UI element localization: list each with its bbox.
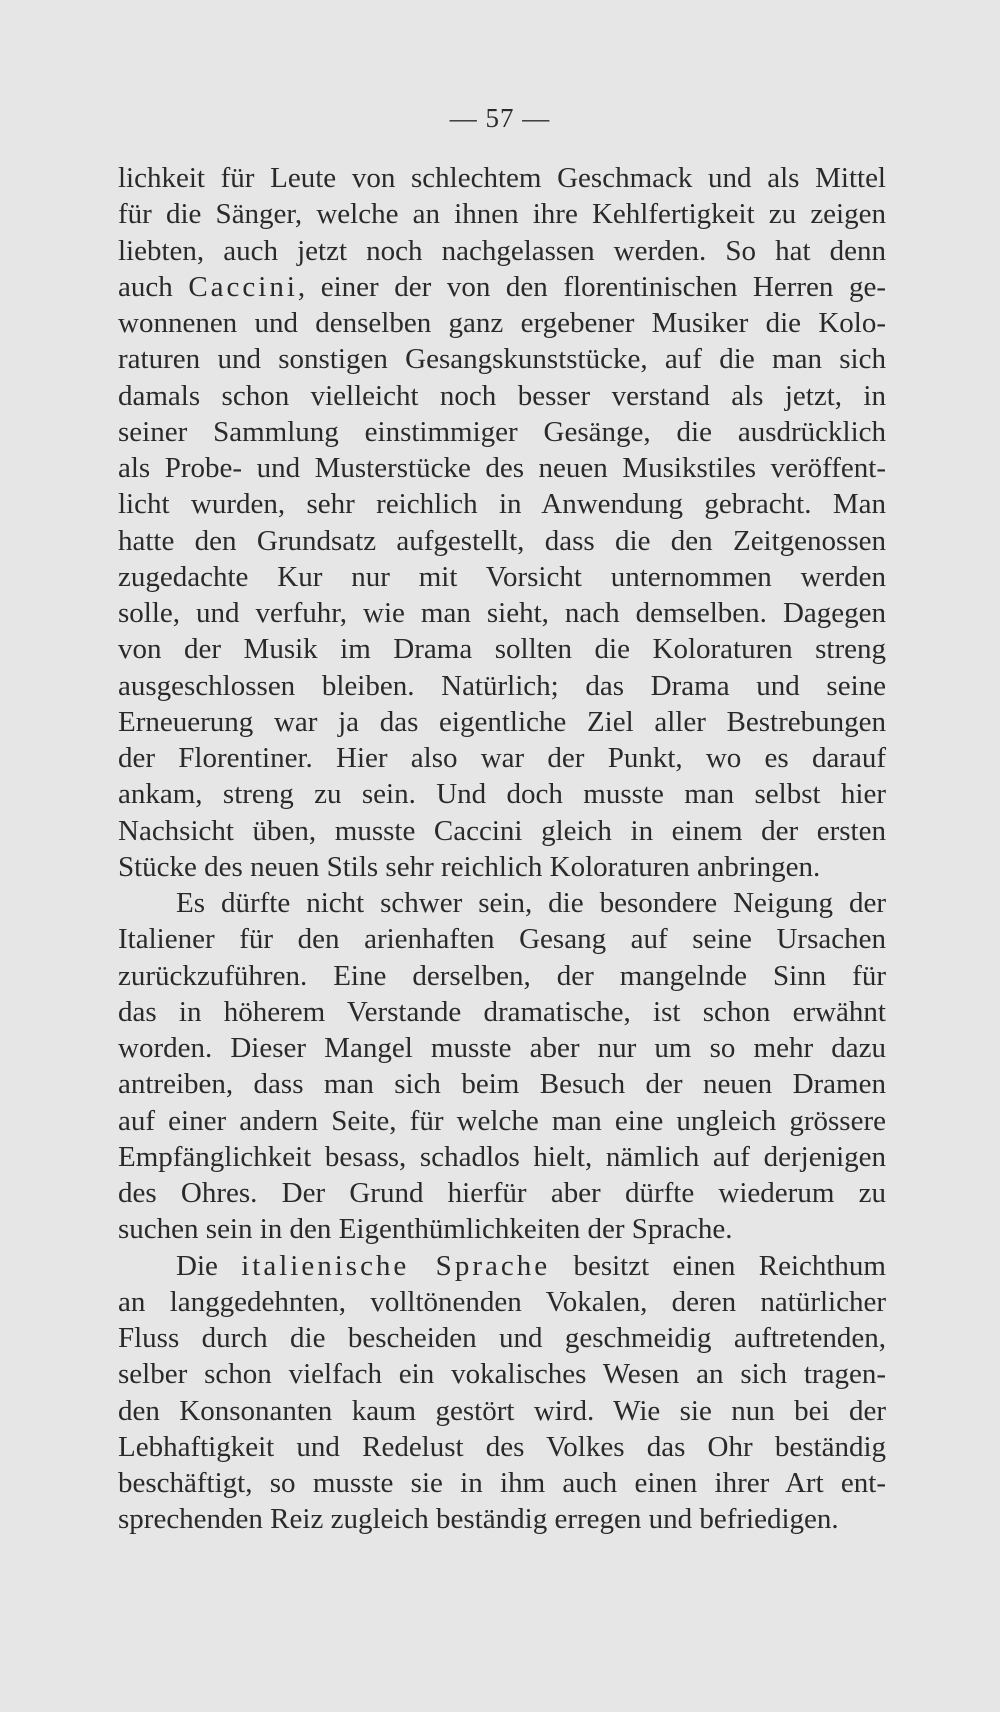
text-segment: , einer der von den florentinischen Herren ge- [297, 270, 886, 303]
text-line: solle, und verfuhr, wie man sieht, nach demselben. Dagegen [118, 597, 886, 629]
text-line: sprechenden Reiz zugleich beständig erregen und befriedigen. [118, 1503, 839, 1536]
text-line: Fluss durch die bescheiden und geschmeidig auftretenden, [118, 1322, 886, 1354]
text-line: den Konsonanten kaum gestört wird. Wie sie nun bei der [118, 1394, 886, 1427]
text-line: wonnenen und denselben ganz ergebener Musiker die Kolo- [118, 307, 886, 339]
page-number: — 57 — [449, 103, 551, 133]
spaced-emphasis: italienische Sprache [241, 1249, 551, 1282]
text-line: auf einer andern Seite, für welche man eine ungleich grössere [118, 1104, 886, 1137]
text-line: Italiener für den arienhaften Gesang auf seine Ursachen [118, 923, 886, 956]
text-line: suchen sein in den Eigenthümlichkeiten der Sprache. [118, 1213, 733, 1246]
text-line: seiner Sammlung einstimmiger Gesänge, die ausdrücklich [118, 415, 886, 448]
text-line: selber schon vielfach ein vokalisches Wesen an sich tragen- [118, 1358, 886, 1391]
text-line: beschäftigt, so musste sie in ihm auch einen ihrer Art ent- [118, 1467, 886, 1499]
text-line [118, 1248, 886, 1284]
text-segment: besitzt einen Reichthum [550, 1249, 886, 1282]
text-line: des Ohres. Der Grund hierfür aber dürfte wiederum zu [118, 1177, 886, 1209]
text-line: liebten, auch jetzt noch nachgelassen werden. So hat denn [118, 234, 886, 267]
text-line: damals schon vielleicht noch besser verstand als jetzt, in [118, 379, 886, 412]
text-line: von der Musik im Drama sollten die Koloraturen streng [118, 633, 886, 666]
text-line: als Probe- und Musterstücke des neuen Musikstiles veröffent- [118, 452, 886, 484]
text-line [118, 269, 886, 305]
text-line: das in höherem Verstande dramatische, ist schon erwähnt [118, 995, 886, 1028]
text-line: Nachsicht üben, musste Caccini gleich in einem der ersten [118, 814, 886, 847]
text-line: licht wurden, sehr reichlich in Anwendung gebracht. Man [118, 488, 886, 521]
text-line: zurückzuführen. Eine derselben, der mangelnde Sinn für [118, 959, 886, 992]
body-text [118, 160, 886, 1538]
text-line: Empfänglichkeit besass, schadlos hielt, nämlich auf derjenigen [118, 1140, 886, 1173]
text-segment: auch [118, 270, 189, 303]
text-line: worden. Dieser Mangel musste aber nur um so mehr dazu [118, 1032, 886, 1064]
text-line: an langgedehnten, volltönenden Vokalen, deren natürlicher [118, 1285, 886, 1318]
spaced-emphasis: Caccini [188, 270, 298, 303]
text-line: Es dürfte nicht schwer sein, die besondere Neigung der [176, 887, 886, 919]
text-line: hatte den Grundsatz aufgestellt, dass die den Zeitgenossen [118, 524, 886, 557]
text-segment: Die [176, 1249, 242, 1282]
text-line: Stücke des neuen Stils sehr reichlich Koloraturen anbringen. [118, 850, 821, 883]
text-line: Lebhaftigkeit und Redelust des Volkes das Ohr beständig [118, 1430, 886, 1463]
text-line: Erneuerung war ja das eigentliche Ziel aller Bestrebungen [118, 705, 886, 738]
text-line: für die Sänger, welche an ihnen ihre Kehlfertigkeit zu zeigen [118, 198, 886, 231]
text-line: ankam, streng zu sein. Und doch musste man selbst hier [118, 778, 886, 811]
text-line: lichkeit für Leute von schlechtem Geschmack und als Mittel [118, 162, 886, 194]
text-line: antreiben, dass man sich beim Besuch der neuen Dramen [118, 1068, 886, 1101]
text-line: raturen und sonstigen Gesangskunststücke, auf die man sich [118, 343, 886, 376]
text-line: ausgeschlossen bleiben. Natürlich; das Drama und seine [118, 669, 886, 702]
text-line: der Florentiner. Hier also war der Punkt, wo es darauf [118, 742, 886, 774]
text-line: zugedachte Kur nur mit Vorsicht unternommen werden [118, 560, 886, 593]
